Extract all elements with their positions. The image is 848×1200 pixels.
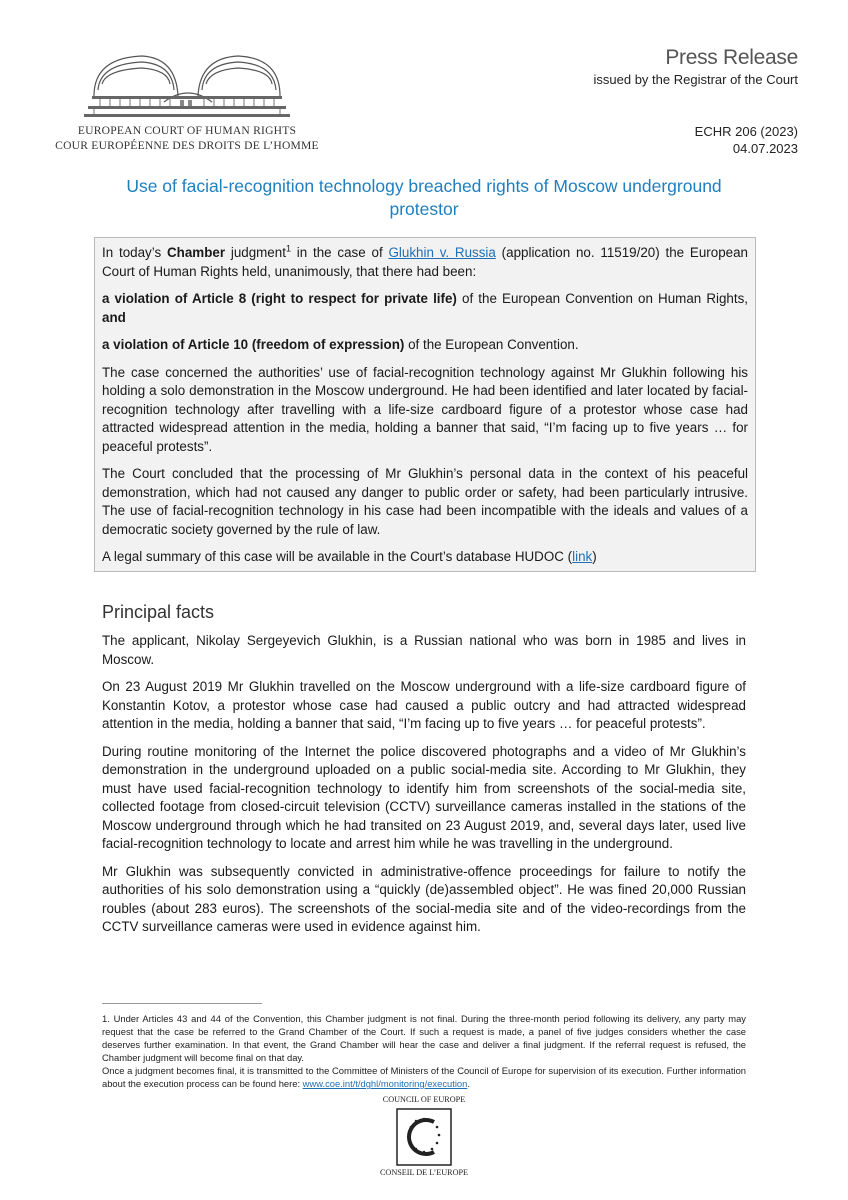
press-release-label: Press Release [665, 46, 798, 69]
footnote-execution-text: . [467, 1078, 470, 1089]
court-building-icon [80, 50, 294, 120]
footnote [102, 1012, 746, 1090]
reference-number: ECHR 206 (2023) [694, 124, 798, 139]
footnote-execution [102, 1064, 746, 1090]
violation-8-and: and [102, 309, 126, 325]
legal-summary-paragraph [102, 548, 748, 567]
summary-intro-text: in the case of [290, 245, 389, 260]
facts-paragraph: The applicant, Nikolay Sergeyevich Glukhin, is a Russian national who was born in 1985 and lives in Moscow. [102, 633, 746, 667]
summary-box [94, 237, 756, 572]
footnote-ref[interactable]: 1 [285, 243, 291, 254]
footnote-execution-text: Once a judgment becomes final, it is transmitted to the Committee of Ministers of the Council of Europe for supervision of its execution. Further information about the execution process can be found here: [102, 1065, 746, 1089]
council-name-fr: CONSEIL DE L’EUROPE [379, 1168, 469, 1177]
facts-paragraph: Mr Glukhin was subsequently convicted in administrative-offence proceedings for failure to notify the authorities of his solo demonstration using a “quickly (de)assembled object”. He was fined 20,000 Russian roubles (about 283 euros). The screenshots of the social-media site and of the video-recordings from the CCTV surveillance cameras were used in evidence against him. [102, 863, 746, 934]
facts-paragraph: During routine monitoring of the Internet the police discovered photographs and a video of Mr Glukhin’s demonstration in the underground uploaded on a public social-media site. According to Mr Glukhin, they must have used facial-recognition technology to identify him from screenshots of the social-media site, collected footage from closed-circuit television (CCTV) surveillance cameras installed in the stations of the Moscow underground through which he had transited on 23 August 2019, and, several days later, used live facial-recognition technology to locate and arrest him while he was travelling in the underground. [102, 743, 746, 851]
court-name-fr: COUR EUROPÉENNE DES DROITS DE L’HOMME [55, 139, 319, 152]
legal-summary-text: A legal summary of this case will be available in the Court’s database HUDOC ( [102, 549, 573, 564]
footnote-text: 1. Under Articles 43 and 44 of the Convention, this Chamber judgment is not final. During the three-month period following its delivery, any party may request that the case be referred to the Grand Chamber of the Court. If such a request is made, a panel of five judges considers whether the case deserves further examination. In that event, the Grand Chamber will hear the case and deliver a final judgment. If the referral request is refused, the Chamber judgment will become final on that day. [102, 1013, 746, 1063]
principal-facts-body [102, 632, 746, 946]
legal-summary-text: ) [592, 549, 597, 564]
summary-intro-text: judgment [225, 245, 286, 260]
council-name-en: COUNCIL OF EUROPE [382, 1095, 466, 1104]
violation-article-10 [102, 336, 748, 355]
footnote-divider [102, 1003, 262, 1004]
summary-intro-text: (application no. 11519/20) the European Court of Human Rights held, unanimously, that there had been: [102, 245, 749, 279]
principal-facts-title: Principal facts [102, 602, 215, 622]
council-of-europe-emblem-icon [396, 1108, 452, 1166]
release-date: 04.07.2023 [732, 141, 798, 156]
council-of-europe-logo [374, 1095, 474, 1185]
execution-link[interactable]: www.coe.int/t/dghl/monitoring/execution [302, 1078, 468, 1089]
violation-article-8 [102, 290, 748, 327]
violation-8-text: of the European Convention on Human Rights, [456, 291, 748, 306]
summary-intro [102, 244, 748, 281]
headline: Use of facial-recognition technology breached rights of Moscow underground protestor [126, 176, 722, 219]
chamber-label: Chamber [166, 245, 226, 260]
facts-paragraph: On 23 August 2019 Mr Glukhin travelled on the Moscow underground with a life-size cardboard figure of Konstantin Kotov, a protestor whose case had caused a public outcry and had attracted widespread attention in the media, holding a banner that said, “I’m facing up to five years … for peaceful protests”. [102, 679, 746, 731]
case-link[interactable]: Glukhin v. Russia [388, 245, 496, 260]
summary-intro-text: In today’s [102, 245, 167, 260]
violation-10-text: of the European Convention. [404, 337, 579, 352]
reference-block [695, 123, 798, 157]
court-name-en: EUROPEAN COURT OF HUMAN RIGHTS [77, 124, 297, 137]
violation-10-bold: a violation of Article 10 (freedom of expression) [102, 337, 405, 352]
summary-case-paragraph: The case concerned the authorities’ use of facial-recognition technology against Mr Glukhin following his holding a solo demonstration in the Moscow underground. He had been identified and later located by facial-recognition technology after travelling with a life-size cardboard figure of a protestor whose case had attracted widespread attention in the media, holding a banner that said, “I’m facing up to five years … for peaceful protests”. [102, 364, 748, 454]
court-logo [52, 50, 322, 160]
issued-by: issued by the Registrar of the Court [593, 72, 798, 87]
summary-conclusion-paragraph: The Court concluded that the processing of Mr Glukhin’s personal data in the context of his peaceful demonstration, which had not caused any danger to public order or safety, had been particularly intrusive. The use of facial-recognition technology in his case had been incompatible with the ideals and values of a democratic society governed by the rule of law. [102, 466, 748, 537]
hudoc-link[interactable]: link [572, 549, 593, 564]
violation-8-bold: a violation of Article 8 (right to respect for private life) [102, 291, 457, 306]
